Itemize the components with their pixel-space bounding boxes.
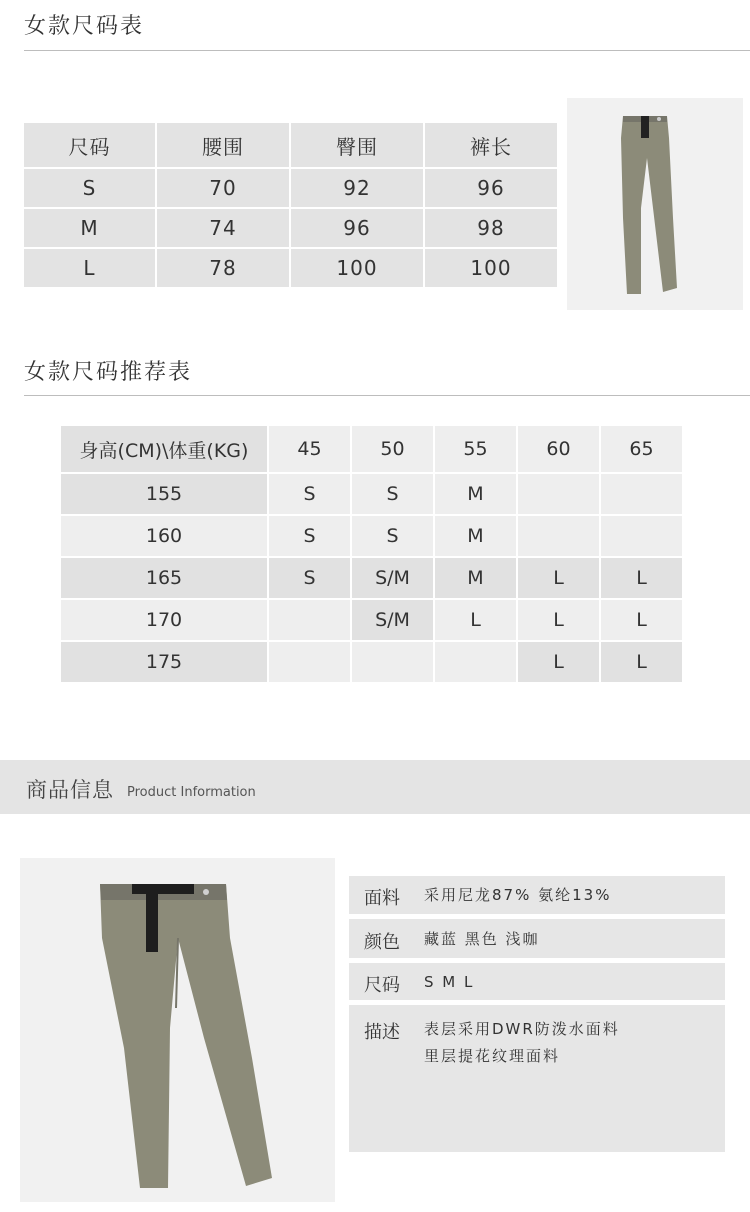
table-row [61, 600, 682, 640]
header-corner: 身高(CM)\体重(KG) [61, 426, 267, 472]
cell-waist: 74 [157, 209, 289, 247]
cell-size: S [24, 169, 155, 207]
cell-height: 160 [61, 516, 267, 556]
table-row [61, 516, 682, 556]
cell-size [269, 600, 350, 640]
size-table [22, 121, 559, 289]
product-info-subtitle: Product Information [127, 785, 256, 800]
cell-length: 98 [425, 209, 557, 247]
cell-size: S [269, 474, 350, 514]
cell-size: L [518, 558, 599, 598]
table-header-row [24, 123, 557, 167]
table-row [24, 249, 557, 287]
cell-size: M [435, 474, 516, 514]
cell-waist: 78 [157, 249, 289, 287]
recommend-table [59, 424, 684, 684]
fabric-label: 面料 [364, 888, 400, 909]
cell-size [601, 474, 682, 514]
product-info-title: 商品信息 [26, 778, 114, 802]
cell-size [352, 642, 433, 682]
cell-size: S [352, 474, 433, 514]
cell-size: M [435, 516, 516, 556]
cell-size: L [601, 642, 682, 682]
table-row [24, 169, 557, 207]
size-label: 尺码 [364, 975, 400, 996]
cell-size [518, 516, 599, 556]
table-header-row [61, 426, 682, 472]
cell-hip: 92 [291, 169, 423, 207]
table-row [24, 209, 557, 247]
info-row-description [349, 1005, 725, 1152]
cell-height: 175 [61, 642, 267, 682]
product-info-band [0, 760, 750, 814]
recommend-chart-title: 女款尺码推荐表 [24, 360, 193, 385]
divider [24, 50, 750, 51]
table-row [61, 474, 682, 514]
cell-size: L [435, 600, 516, 640]
cell-hip: 100 [291, 249, 423, 287]
cell-size: L [518, 600, 599, 640]
description-line-2: 里层提花纹理面料 [424, 1047, 561, 1065]
color-value: 藏蓝 黑色 浅咖 [424, 930, 540, 948]
info-row-fabric [349, 876, 725, 914]
cell-size: S/M [352, 600, 433, 640]
cell-size [601, 516, 682, 556]
description-line-1: 表层采用DWR防泼水面料 [424, 1020, 620, 1038]
header-weight: 45 [269, 426, 350, 472]
product-photo-small [567, 98, 743, 310]
header-weight: 50 [352, 426, 433, 472]
cell-size: M [24, 209, 155, 247]
cell-size: S [269, 516, 350, 556]
info-row-size [349, 963, 725, 1000]
info-row-color [349, 919, 725, 958]
product-photo-large [20, 858, 335, 1202]
cell-size: S [352, 516, 433, 556]
cell-waist: 70 [157, 169, 289, 207]
cell-size: L [601, 558, 682, 598]
fabric-value: 采用尼龙87% 氨纶13% [424, 886, 612, 904]
cell-length: 96 [425, 169, 557, 207]
color-label: 颜色 [364, 932, 400, 953]
header-length: 裤长 [425, 123, 557, 167]
cell-size: M [435, 558, 516, 598]
divider [24, 395, 750, 396]
header-hip: 臀围 [291, 123, 423, 167]
header-size: 尺码 [24, 123, 155, 167]
header-weight: 65 [601, 426, 682, 472]
cell-size [269, 642, 350, 682]
header-weight: 55 [435, 426, 516, 472]
cell-size: L [24, 249, 155, 287]
pants-image [20, 858, 335, 1202]
cell-height: 165 [61, 558, 267, 598]
description-label: 描述 [364, 1022, 400, 1043]
size-chart-title: 女款尺码表 [24, 14, 145, 39]
cell-size: L [601, 600, 682, 640]
header-waist: 腰围 [157, 123, 289, 167]
cell-length: 100 [425, 249, 557, 287]
table-row [61, 558, 682, 598]
cell-size [435, 642, 516, 682]
cell-size: L [518, 642, 599, 682]
header-weight: 60 [518, 426, 599, 472]
cell-hip: 96 [291, 209, 423, 247]
cell-size: S [269, 558, 350, 598]
cell-size: S/M [352, 558, 433, 598]
table-row [61, 642, 682, 682]
cell-height: 170 [61, 600, 267, 640]
pants-image [567, 98, 743, 310]
size-value: S M L [424, 973, 475, 991]
cell-height: 155 [61, 474, 267, 514]
cell-size [518, 474, 599, 514]
